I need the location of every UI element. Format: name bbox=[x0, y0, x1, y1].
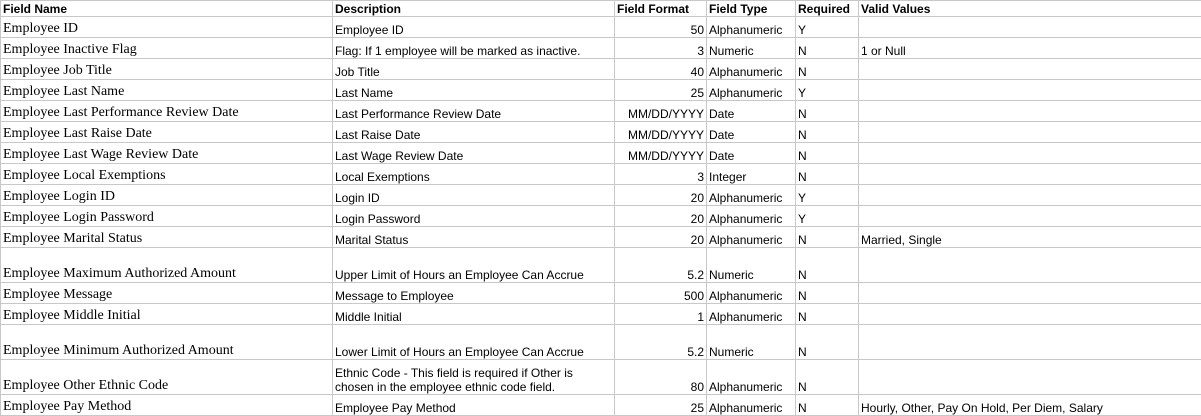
required-cell: N bbox=[796, 360, 859, 395]
field-format-cell: 3 bbox=[615, 38, 707, 59]
field-format-cell: MM/DD/YYYY bbox=[615, 122, 707, 143]
field-type-cell: Alphanumeric bbox=[707, 360, 796, 395]
header-field-type: Field Type bbox=[707, 1, 796, 17]
field-name-cell: Employee Login ID bbox=[1, 185, 333, 206]
header-valid-values: Valid Values bbox=[859, 1, 1201, 17]
field-name-cell: Employee ID bbox=[1, 17, 333, 38]
field-format-cell: 50 bbox=[615, 17, 707, 38]
field-name-cell: Employee Inactive Flag bbox=[1, 38, 333, 59]
description-cell: Last Performance Review Date bbox=[333, 101, 615, 122]
valid-values-cell: Hourly, Other, Pay On Hold, Per Diem, Salary bbox=[859, 395, 1201, 416]
required-cell: Y bbox=[796, 17, 859, 38]
table-row bbox=[1, 80, 1201, 101]
field-name-cell: Employee Other Ethnic Code bbox=[1, 360, 333, 395]
field-format-cell: 20 bbox=[615, 206, 707, 227]
field-name-cell: Employee Pay Method bbox=[1, 395, 333, 416]
field-type-cell: Alphanumeric bbox=[707, 304, 796, 325]
description-cell: Login Password bbox=[333, 206, 615, 227]
field-name-cell: Employee Job Title bbox=[1, 59, 333, 80]
valid-values-cell bbox=[859, 164, 1201, 185]
description-cell: Middle Initial bbox=[333, 304, 615, 325]
required-cell: N bbox=[796, 304, 859, 325]
field-type-cell: Alphanumeric bbox=[707, 283, 796, 304]
field-name-cell: Employee Login Password bbox=[1, 206, 333, 227]
field-format-cell: MM/DD/YYYY bbox=[615, 101, 707, 122]
field-type-cell: Alphanumeric bbox=[707, 17, 796, 38]
field-type-cell: Integer bbox=[707, 164, 796, 185]
field-format-cell: 500 bbox=[615, 283, 707, 304]
table-row bbox=[1, 206, 1201, 227]
header-required: Required bbox=[796, 1, 859, 17]
valid-values-cell bbox=[859, 59, 1201, 80]
field-name-cell: Employee Last Wage Review Date bbox=[1, 143, 333, 164]
field-type-cell: Alphanumeric bbox=[707, 227, 796, 248]
header-field-name: Field Name bbox=[1, 1, 333, 17]
description-cell: Upper Limit of Hours an Employee Can Accrue bbox=[333, 248, 615, 283]
table-row bbox=[1, 395, 1201, 416]
description-cell: Login ID bbox=[333, 185, 615, 206]
field-type-cell: Numeric bbox=[707, 248, 796, 283]
valid-values-cell bbox=[859, 304, 1201, 325]
valid-values-cell bbox=[859, 248, 1201, 283]
field-type-cell: Date bbox=[707, 122, 796, 143]
valid-values-cell bbox=[859, 80, 1201, 101]
field-type-cell: Alphanumeric bbox=[707, 185, 796, 206]
valid-values-cell bbox=[859, 283, 1201, 304]
field-type-cell: Date bbox=[707, 101, 796, 122]
header-description: Description bbox=[333, 1, 615, 17]
description-cell: Last Wage Review Date bbox=[333, 143, 615, 164]
field-name-cell: Employee Middle Initial bbox=[1, 304, 333, 325]
table-row bbox=[1, 164, 1201, 185]
description-cell: Message to Employee bbox=[333, 283, 615, 304]
valid-values-cell bbox=[859, 143, 1201, 164]
table-row bbox=[1, 283, 1201, 304]
valid-values-cell: Married, Single bbox=[859, 227, 1201, 248]
required-cell: N bbox=[796, 164, 859, 185]
description-cell: Local Exemptions bbox=[333, 164, 615, 185]
field-format-cell: 5.2 bbox=[615, 325, 707, 360]
header-field-format: Field Format bbox=[615, 1, 707, 17]
field-name-cell: Employee Last Performance Review Date bbox=[1, 101, 333, 122]
table-row bbox=[1, 360, 1201, 395]
field-name-cell: Employee Local Exemptions bbox=[1, 164, 333, 185]
field-format-cell: 3 bbox=[615, 164, 707, 185]
description-cell: Flag: If 1 employee will be marked as inactive. bbox=[333, 38, 615, 59]
field-name-cell: Employee Maximum Authorized Amount bbox=[1, 248, 333, 283]
table-row bbox=[1, 17, 1201, 38]
field-name-cell: Employee Last Raise Date bbox=[1, 122, 333, 143]
valid-values-cell bbox=[859, 17, 1201, 38]
field-format-cell: 80 bbox=[615, 360, 707, 395]
field-name-cell: Employee Minimum Authorized Amount bbox=[1, 325, 333, 360]
table-row bbox=[1, 38, 1201, 59]
valid-values-cell bbox=[859, 360, 1201, 395]
required-cell: N bbox=[796, 38, 859, 59]
valid-values-cell bbox=[859, 185, 1201, 206]
field-type-cell: Alphanumeric bbox=[707, 59, 796, 80]
description-cell: Last Name bbox=[333, 80, 615, 101]
required-cell: N bbox=[796, 101, 859, 122]
required-cell: N bbox=[796, 283, 859, 304]
field-format-cell: 5.2 bbox=[615, 248, 707, 283]
required-cell: N bbox=[796, 59, 859, 80]
required-cell: N bbox=[796, 227, 859, 248]
table-row bbox=[1, 227, 1201, 248]
valid-values-cell bbox=[859, 325, 1201, 360]
field-format-cell: 25 bbox=[615, 80, 707, 101]
field-format-cell: 1 bbox=[615, 304, 707, 325]
field-format-cell: MM/DD/YYYY bbox=[615, 143, 707, 164]
field-format-cell: 40 bbox=[615, 59, 707, 80]
required-cell: N bbox=[796, 395, 859, 416]
table-row bbox=[1, 122, 1201, 143]
field-type-cell: Alphanumeric bbox=[707, 206, 796, 227]
table-row bbox=[1, 101, 1201, 122]
field-name-cell: Employee Last Name bbox=[1, 80, 333, 101]
required-cell: N bbox=[796, 248, 859, 283]
field-type-cell: Numeric bbox=[707, 325, 796, 360]
field-name-cell: Employee Marital Status bbox=[1, 227, 333, 248]
required-cell: Y bbox=[796, 206, 859, 227]
field-type-cell: Alphanumeric bbox=[707, 395, 796, 416]
required-cell: N bbox=[796, 122, 859, 143]
description-cell: Marital Status bbox=[333, 227, 615, 248]
required-cell: Y bbox=[796, 80, 859, 101]
description-cell: Lower Limit of Hours an Employee Can Accrue bbox=[333, 325, 615, 360]
description-cell: Job Title bbox=[333, 59, 615, 80]
field-type-cell: Alphanumeric bbox=[707, 80, 796, 101]
description-cell: Employee ID bbox=[333, 17, 615, 38]
table-row bbox=[1, 325, 1201, 360]
table-row bbox=[1, 143, 1201, 164]
description-cell: Ethnic Code - This field is required if Other is chosen in the employee ethnic code field. bbox=[333, 360, 615, 395]
required-cell: Y bbox=[796, 185, 859, 206]
table-row bbox=[1, 185, 1201, 206]
valid-values-cell bbox=[859, 206, 1201, 227]
header-row bbox=[1, 1, 1201, 17]
field-type-cell: Numeric bbox=[707, 38, 796, 59]
field-format-cell: 25 bbox=[615, 395, 707, 416]
valid-values-cell bbox=[859, 122, 1201, 143]
field-name-cell: Employee Message bbox=[1, 283, 333, 304]
required-cell: N bbox=[796, 143, 859, 164]
table-row bbox=[1, 59, 1201, 80]
table-row bbox=[1, 248, 1201, 283]
field-type-cell: Date bbox=[707, 143, 796, 164]
valid-values-cell bbox=[859, 101, 1201, 122]
field-format-cell: 20 bbox=[615, 227, 707, 248]
description-cell: Employee Pay Method bbox=[333, 395, 615, 416]
valid-values-cell: 1 or Null bbox=[859, 38, 1201, 59]
table-body bbox=[1, 17, 1201, 416]
table-row bbox=[1, 304, 1201, 325]
field-format-cell: 20 bbox=[615, 185, 707, 206]
description-cell: Last Raise Date bbox=[333, 122, 615, 143]
required-cell: N bbox=[796, 325, 859, 360]
